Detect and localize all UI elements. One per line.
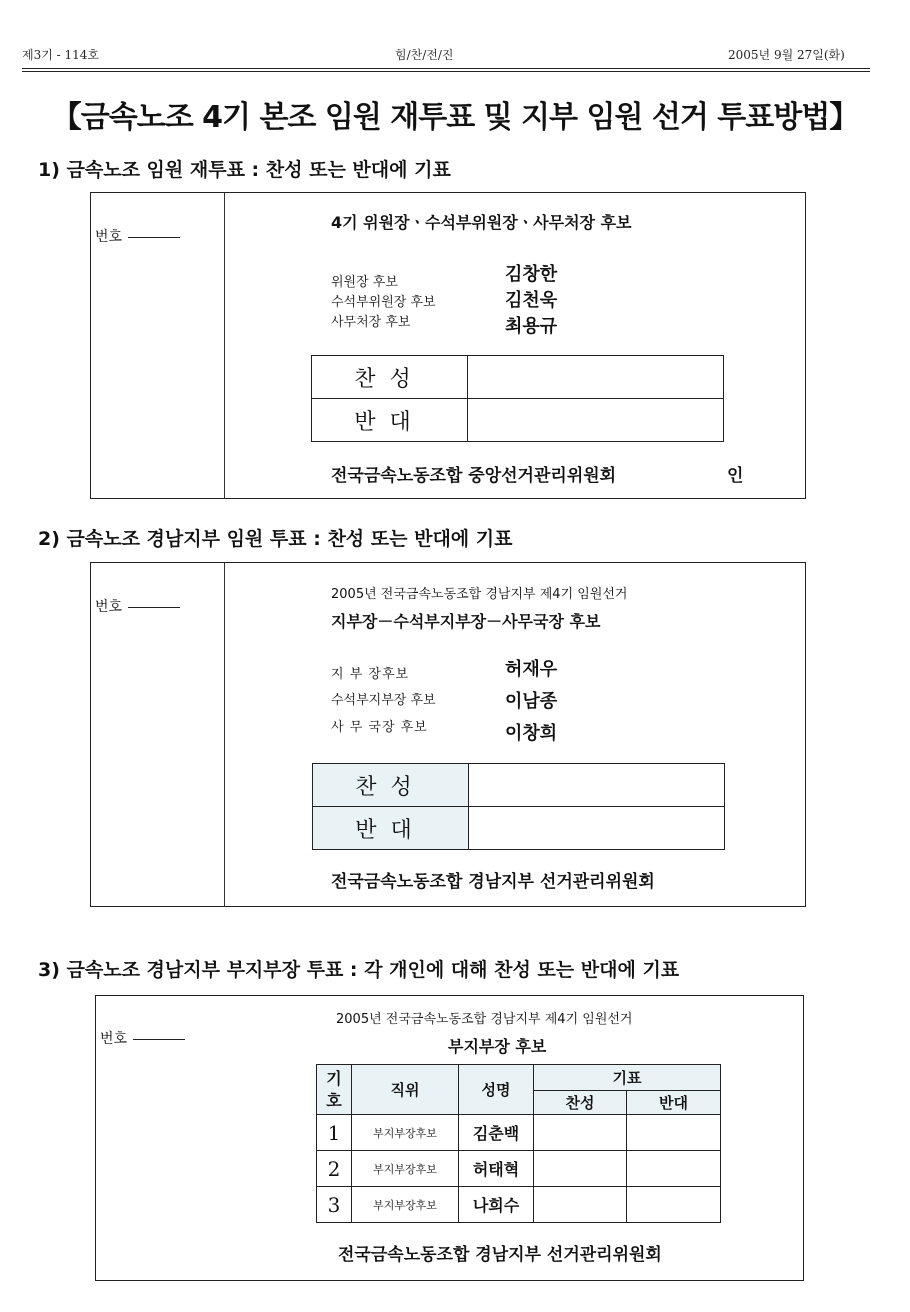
ballot-2-vote-grid (312, 763, 725, 850)
yes-mark-box[interactable] (469, 764, 725, 807)
number-label: 번호 (95, 599, 123, 615)
ballot-2-role-2: 수석부지부장 후보 (331, 693, 436, 708)
ballot-2-name-1: 허재우 (505, 659, 558, 680)
yes-mark-box[interactable] (534, 1115, 627, 1151)
ballot-1-vote-grid (311, 355, 724, 442)
ballot-1-role-2: 수석부위원장 후보 (331, 295, 436, 310)
col-number-header (317, 1065, 352, 1115)
ballot-2-subtitle: 2005년 전국금속노동조합 경남지부 제4기 임원선거 (331, 587, 628, 602)
number-blank (133, 1038, 185, 1040)
no-mark-box[interactable] (627, 1115, 721, 1151)
row-name: 나희수 (459, 1187, 534, 1223)
row-position: 부지부장후보 (352, 1187, 459, 1223)
number-label: 번호 (100, 1031, 128, 1047)
issue-date: 2005년 9월 27일(화) (728, 48, 845, 62)
yes-mark-box[interactable] (534, 1187, 627, 1223)
ballot-3-title: 부지부장 후보 (448, 1037, 547, 1056)
ballot-1-title: 4기 위원장ㆍ수석부위원장ㆍ사무처장 후보 (331, 213, 632, 232)
number-blank (128, 236, 180, 238)
no-label: 반대 (312, 399, 468, 442)
slogan: 힘/찬/전/진 (395, 48, 454, 62)
row-position: 부지부장후보 (352, 1115, 459, 1151)
row-name: 김춘백 (459, 1115, 534, 1151)
col-vote-header: 기표 (534, 1065, 721, 1091)
ballot-2-divider (224, 563, 225, 906)
ballot-1-org: 전국금속노동조합 중앙선거관리위원회 (331, 466, 617, 486)
issue-number: 제3기 - 114호 (22, 48, 99, 62)
number-label: 번호 (95, 229, 123, 245)
ballot-1-number (95, 226, 180, 246)
row-name: 허태혁 (459, 1151, 534, 1187)
no-mark-box[interactable] (469, 807, 725, 850)
no-mark-box[interactable] (627, 1187, 721, 1223)
row-number: 1 (317, 1115, 352, 1151)
row-position: 부지부장후보 (352, 1151, 459, 1187)
col-no-header: 반대 (627, 1091, 721, 1115)
ballot-1-name-1: 김창한 (505, 264, 558, 285)
table-row (317, 1151, 721, 1187)
ballot-3-number (100, 1028, 185, 1048)
section-1-heading: 1) 금속노조 임원 재투표 : 찬성 또는 반대에 기표 (38, 159, 451, 181)
row-number: 3 (317, 1187, 352, 1223)
ballot-2-number (95, 596, 180, 616)
page-title: 【금속노조 4기 본조 임원 재투표 및 지부 임원 선거 투표방법】 (51, 100, 859, 135)
section-3-heading: 3) 금속노조 경남지부 부지부장 투표 : 각 개인에 대해 찬성 또는 반대에 기표 (38, 959, 680, 981)
ballot-3-subtitle: 2005년 전국금속노동조합 경남지부 제4기 임원선거 (336, 1012, 633, 1027)
ballot-1-role-1: 위원장 후보 (331, 275, 398, 290)
yes-label: 찬성 (313, 764, 469, 807)
yes-mark-box[interactable] (468, 356, 724, 399)
ballot-2-name-3: 이창희 (505, 723, 558, 744)
header-rule (22, 68, 870, 72)
ballot-1-name-3: 최용규 (505, 316, 558, 337)
ballot-2-name-2: 이남종 (505, 691, 558, 712)
ballot-3 (95, 995, 804, 1281)
col-name-header: 성명 (459, 1065, 534, 1115)
ballot-2-org: 전국금속노동조합 경남지부 선거관리위원회 (331, 872, 655, 892)
ballot-2-title: 지부장－수석부지부장－사무국장 후보 (331, 612, 601, 631)
col-yes-header: 찬성 (534, 1091, 627, 1115)
row-number: 2 (317, 1151, 352, 1187)
ballot-1 (90, 192, 806, 499)
col-number-label: 기호 (326, 1068, 342, 1110)
ballot-2-role-1: 지 부 장후보 (331, 667, 410, 682)
ballot-3-candidate-table (316, 1064, 721, 1223)
col-position-header: 직위 (352, 1065, 459, 1115)
ballot-1-role-3: 사무처장 후보 (331, 315, 411, 330)
ballot-2 (90, 562, 806, 907)
ballot-1-divider (224, 193, 225, 498)
ballot-1-seal: 인 (727, 466, 744, 486)
no-mark-box[interactable] (468, 399, 724, 442)
ballot-2-role-3: 사 무 국장 후보 (331, 720, 428, 735)
number-blank (128, 606, 180, 608)
section-2-heading: 2) 금속노조 경남지부 임원 투표 : 찬성 또는 반대에 기표 (38, 528, 513, 550)
no-mark-box[interactable] (627, 1151, 721, 1187)
ballot-1-name-2: 김천욱 (505, 290, 558, 311)
table-row (317, 1115, 721, 1151)
no-label: 반대 (313, 807, 469, 850)
table-row (317, 1187, 721, 1223)
yes-mark-box[interactable] (534, 1151, 627, 1187)
ballot-3-org: 전국금속노동조합 경남지부 선거관리위원회 (338, 1245, 662, 1265)
yes-label: 찬성 (312, 356, 468, 399)
